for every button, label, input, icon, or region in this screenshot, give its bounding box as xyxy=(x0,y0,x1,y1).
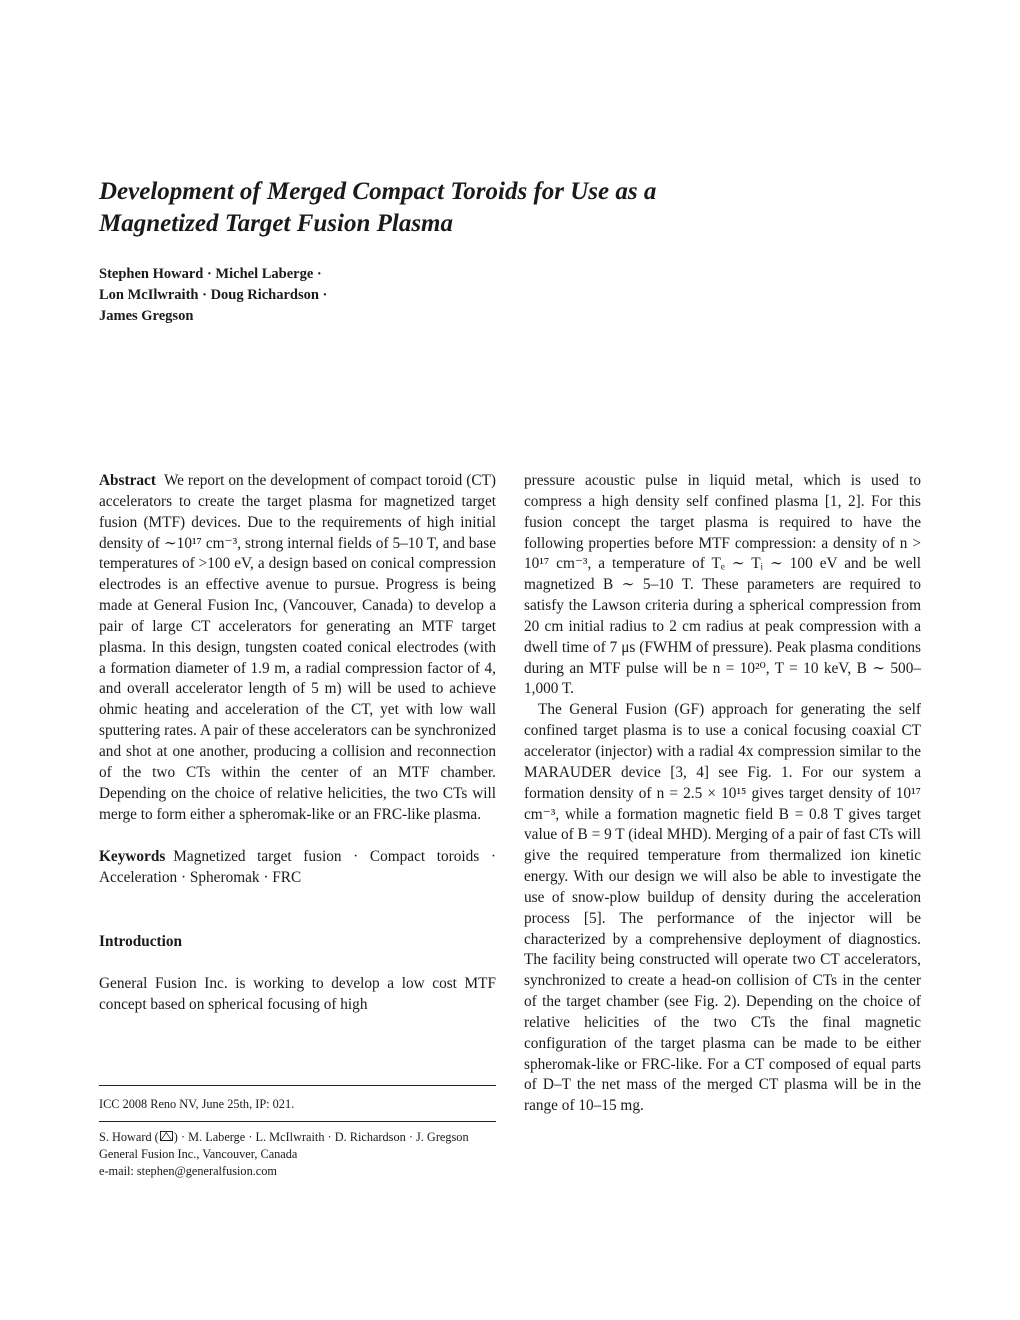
author-affiliation xyxy=(99,1129,496,1180)
intro-paragraph: General Fusion Inc. is working to develop a low cost MTF concept based on spherical focusing of high xyxy=(99,974,496,1013)
abstract-text: We report on the development of compact toroid (CT) accelerators to create the target plasma for magnetized target fusion (MTF) devices. Due to the requirements of high initial density of ∼10¹⁷ cm⁻³, strong internal fields of 5–10 T, and base temperatures of >100 eV, a design based on conical compression electrodes is an effective avenue to pursue. Progress is being made at General Fusion Inc, (Vancouver, Canada) to develop a pair of large CT accelerators for generating an MTF target plasma. In this design, tungsten coated conical electrodes (with a formation diameter of 1.9 m, a radial compression factor of 4, and overall accelerator length of 5 m) will be used to achieve ohmic heating and acceleration of the CT, yet with low wall sputtering rates. A pair of these accelerators can be synchronized and shot at one another, producing a collision and reconnection of the two CTs within the center of an MTF chamber. Depending on the choice of relative helicities, the two CTs will merge to form either a spheromak-like or an FRC-like plasma. xyxy=(99,472,496,823)
paper-title: Development of Merged Compact Toroids for Use as a Magnetized Target Fusion Plasma xyxy=(99,178,657,237)
envelope-icon xyxy=(160,1131,173,1141)
section-heading-introduction: Introduction xyxy=(99,933,183,951)
affiliation-authors: S. Howard ( ) · M. Laberge · L. McIlwraith · D. Richardson · J. Gregson xyxy=(99,1130,469,1144)
conference-note: ICC 2008 Reno NV, June 25th, IP: 021. xyxy=(99,1097,295,1111)
keywords xyxy=(99,847,496,889)
intro-paragraph-continued: pressure acoustic pulse in liquid metal, which is used to compress a high density self confined plasma [1, 2]. For this fusion concept the target plasma is required to have the following properties before MTF compression: a density of n > 10¹⁷ cm⁻³, a temperature of Tₑ ∼ Tᵢ ∼ 100 eV and be well magnetized B ∼ 5–10 T. These parameters are required to satisfy the Lawson criteria during a spherical compression from 20 cm initial radius to 2 cm radius at peak compression with a dwell time of 7 μs (FWHM of pressure). Peak plasma conditions during an MTF pulse will be n = 10²⁰, T = 10 keV, B ∼ 500–1,000 T. xyxy=(524,472,921,698)
author-list xyxy=(99,264,499,327)
keywords-label: Keywords xyxy=(99,848,166,866)
contact-email[interactable]: e-mail: stephen@generalfusion.com xyxy=(99,1164,277,1178)
abstract-label: Abstract xyxy=(99,472,156,489)
right-column xyxy=(524,471,921,1117)
author-line: Lon McIlwraith · Doug Richardson · xyxy=(99,287,328,303)
author-line: Stephen Howard · Michel Laberge · xyxy=(99,266,322,282)
keywords-text: Magnetized target fusion · Compact toroids · Acceleration · Spheromak · FRC xyxy=(99,848,496,887)
left-column xyxy=(99,471,496,1016)
footnote-divider xyxy=(99,1085,496,1086)
abstract xyxy=(99,471,496,825)
author-line: James Gregson xyxy=(99,308,194,324)
affiliation-org: General Fusion Inc., Vancouver, Canada xyxy=(99,1147,298,1161)
footnote-divider xyxy=(99,1121,496,1122)
intro-paragraph-2: The General Fusion (GF) approach for generating the self confined target plasma is to use a conical focusing coaxial CT accelerator (injector) with a radial 4x compression similar to the MARAUDER device [3, 4] see Fig. 1. For our system a formation density of n = 2.5 × 10¹⁵ gives target density of 10¹⁷ cm⁻³, while a formation magnetic field B = 0.8 T gives target value of B = 9 T (ideal MHD). Merging of a pair of fast CTs will give the required temperature from thermalized ion kinetic energy. With our design we will also be able to investigate the use of snow-plow buildup of density during the acceleration process [5]. The performance of the injector will be characterized by a comprehensive deployment of diagnostics. The facility being constructed will operate two CT accelerators, synchronized to create a head-on collision of CTs in the center of the target chamber (see Fig. 2). Depending on the choice of relative helicities of the two CTs the final magnetic configuration of the target plasma can be made to be either spheromak-like or FRC-like. For a CT composed of equal parts of D–T the net mass of the merged CT plasma will be in the range of 10–15 mg. xyxy=(524,701,921,1115)
